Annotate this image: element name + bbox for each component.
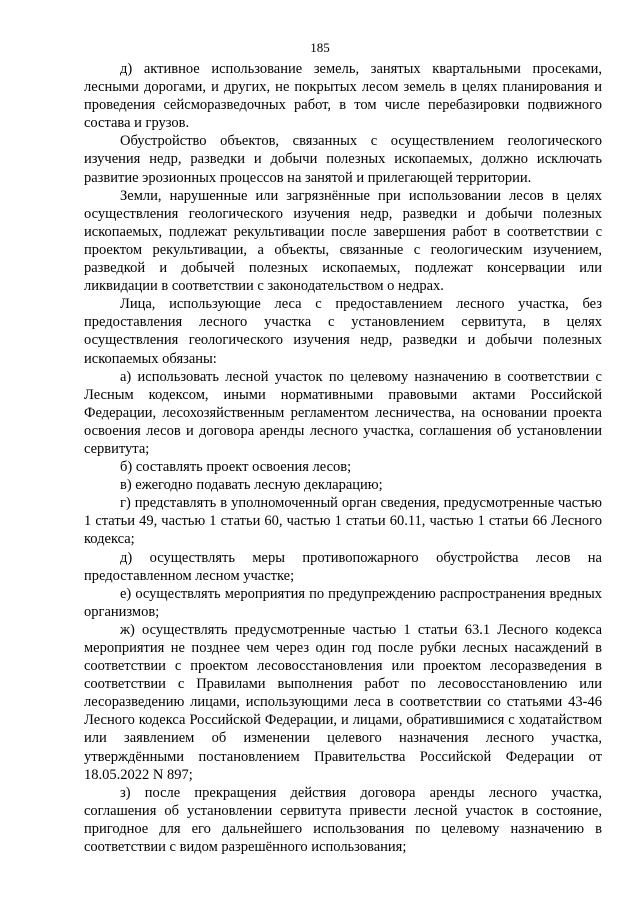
paragraph-item-v: в) ежегодно подавать лесную декларацию; <box>120 477 383 494</box>
paragraph-item-d: д) осуществлять меры противопожарного обустройства лесов на предоставленном лесном участке; <box>84 549 602 584</box>
paragraph-obligations-intro: Лица, использующие леса с предоставлением лесного участка, без предоставления лесного участка с установлением сервитута, в целях осуществления геологического изучения недр, разведки и добычи полезных ископаемых обязаны: <box>84 296 602 367</box>
paragraph-item-e: е) осуществлять мероприятия по предупреждению распространения вредных организмов; <box>84 585 602 620</box>
document-body <box>84 60 602 856</box>
paragraph-item-b: б) составлять проект освоения лесов; <box>120 459 352 476</box>
paragraph-item-z: з) после прекращения действия договора аренды лесного участка, соглашения об установлении сервитута привести лесной участок в состояние, пригодное для его дальнейшего использования по целевому назначению в соответствии с видом разрешённого использования; <box>84 784 602 856</box>
paragraph-item-g: г) представлять в уполномоченный орган сведения, предусмотренные частью 1 статьи 49, частью 1 статьи 60, частью 1 статьи 60.11, частью 1 статьи 66 Лесного кодекса; <box>84 495 602 548</box>
paragraph-erosion: Обустройство объектов, связанных с осуществлением геологического изучения недр, разведки и добычи полезных ископаемых, должно исключать развитие эрозионных процессов на занятой и прилегающей территории. <box>84 133 602 186</box>
paragraph-d-seismic: д) активное использование земель, занятых квартальными просеками, лесными дорогами, и других, не покрытых лесом земель в целях планирования и проведения сейсморазведочных работ, в том числе перебазировки подвижного состава и грузов. <box>84 61 602 132</box>
paragraph-item-zh: ж) осуществлять предусмотренные частью 1 статьи 63.1 Лесного кодекса мероприятия не позднее чем через один год после рубки лесных насаждений в соответствии с проектом лесовосстановления или проектом лесоразведения в соответствии с Правилами выполнения работ по лесовосстановлению или лесоразведению лицами, использующими леса в соответствии со статьями 43-46 Лесного кодекса Российской Федерации, и лицами, обратившимися с ходатайством или заявлением об изменении целевого назначения лесного участка, утверждёнными постановлением Правительства Российской Федерации от 18.05.2022 N 897; <box>84 621 602 783</box>
paragraph-reclamation: Земли, нарушенные или загрязнённые при использовании лесов в целях осуществления геологического изучения недр, разведки и добычи полезных ископаемых, подлежат рекультивации после завершения работ в соответствии с проектом рекультивации, а объекты, связанные с геологическим изучением, разведкой и добычей полезных ископаемых, подлежат консервации или ликвидации в соответствии с законодательством о недрах. <box>84 187 602 295</box>
paragraph-item-a: а) использовать лесной участок по целевому назначению в соответствии с Лесным кодексом, иными нормативными правовыми актами Российской Федерации, лесохозяйственным регламентом лесничества, на основании проекта освоения лесов и договора аренды лесного участка, соглашения об установлении сервитута; <box>84 368 602 457</box>
page-number: 185 <box>310 40 330 55</box>
